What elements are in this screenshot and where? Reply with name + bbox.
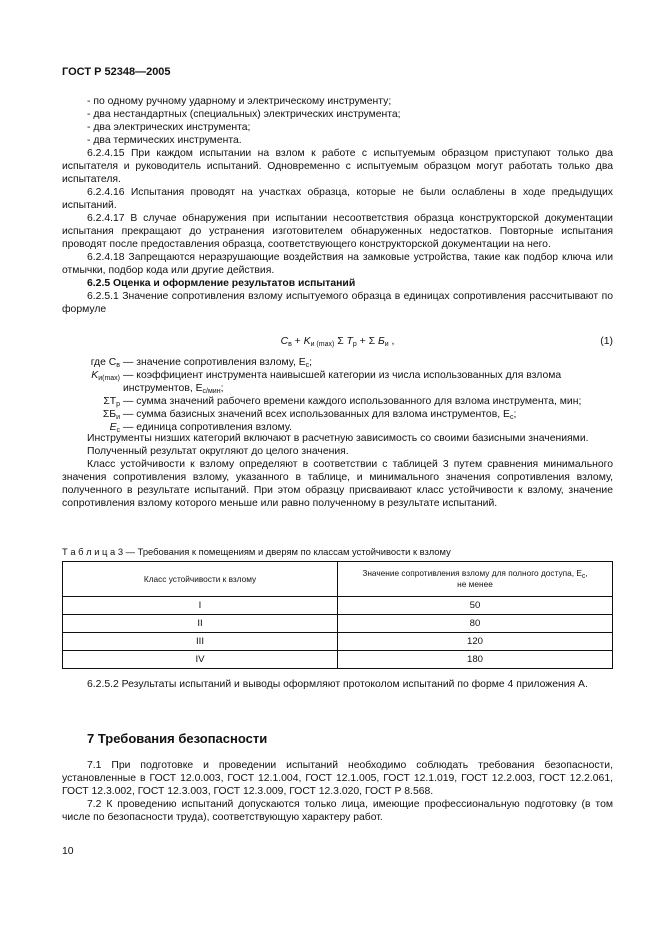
table-row xyxy=(63,597,613,615)
where-list xyxy=(58,356,613,434)
formula-op: + xyxy=(291,336,304,347)
formula-symbol: C xyxy=(280,336,289,347)
table-row xyxy=(63,651,613,669)
paragraph-6-2-4-18: 6.2.4.18 Запрещаются неразрушающие воздействия на замковые устройства, такие как подбор ключа или отмычки, подбор кода или другие действия. xyxy=(62,252,613,276)
formula-sub: р xyxy=(352,341,357,348)
formula-op: Σ xyxy=(334,336,347,347)
where-desc: — коэффициент инструмента наивысшей категории из числа использованных для взлома инструментов, $E_{c/мин}$; xyxy=(123,370,562,395)
table-caption xyxy=(62,545,613,558)
where-desc: — сумма значений рабочего времени каждого использованного для взлома инструмента, мин; xyxy=(123,396,582,407)
where-term: $E_c$ xyxy=(109,422,120,434)
body-text-top xyxy=(62,95,613,316)
where-term: $\Sigma Б_и$ xyxy=(102,409,120,421)
section-heading-7: 7 Требования безопасности xyxy=(87,731,268,746)
formula-symbol: Б xyxy=(377,336,385,347)
body-text-safety xyxy=(62,759,613,824)
paragraph-6-2-4-17: 6.2.4.17 В случае обнаружения при испытании несоответствия образца конструкторской документации испытания прекращают до устранения изготовителем обнаруженных недостатков. Повторные испытания проводят после предоставления образца, соответствующего конструкторской документации на него. xyxy=(62,213,613,250)
table-row xyxy=(63,615,613,633)
paragraph-6-2-4-16: 6.2.4.16 Испытания проводят на участках образца, которые не были ослаблены в ходе предыдущих испытаний. xyxy=(62,187,613,211)
table-header-value: Значение сопротивления взлому для полного доступа, $E_c$, не менее xyxy=(338,562,613,597)
page-number: 10 xyxy=(62,846,74,857)
table-cell-class: III xyxy=(63,633,338,651)
formula-sub: и xyxy=(384,341,389,348)
table-cell-class: II xyxy=(63,615,338,633)
where-term: где $C_в$ xyxy=(90,357,120,369)
where-term: $K_{и(max)}$ xyxy=(91,370,120,382)
paragraph-instruments: Инструменты низших категорий включают в расчетную зависимость со своими базисными значениями. xyxy=(87,433,589,444)
formula-symbol: T xyxy=(346,336,353,347)
table-cell-value: 180 xyxy=(338,651,613,669)
body-text-mid xyxy=(62,432,613,510)
paragraph-7-1: 7.1 При подготовке и проведении испытаний необходимо соблюдать требования безопасности, установленные в ГОСТ 12.0.003, ГОСТ 12.1.004, ГОСТ 12.1.005, ГОСТ 12.1.019, ГОСТ 12.2.003, ГОСТ 12.2.061, ГОСТ 12.3.002, ГОСТ 12.3.003, ГОСТ 12.3.009, ГОСТ 12.3.020, ГОСТ Р 8.568. xyxy=(62,760,613,797)
where-desc: — сумма базисных значений всех использованных для взлома инструментов, $E_c$; xyxy=(123,409,517,421)
table-header-class: Класс устойчивости к взлому xyxy=(63,562,338,597)
table-header-row xyxy=(63,562,613,597)
document-header: ГОСТ Р 52348—2005 xyxy=(62,66,171,78)
formula-op: , xyxy=(388,336,395,347)
table-cell-value: 80 xyxy=(338,615,613,633)
where-desc: — значение сопротивления взлому, $E_c$; xyxy=(123,357,313,369)
table-cell-class: IV xyxy=(63,651,338,669)
paragraph-6-2-5-2: 6.2.5.2 Результаты испытаний и выводы оформляют протоколом испытаний по форме 4 приложения А. xyxy=(87,679,588,690)
paragraph-rounding: Полученный результат округляют до целого значения. xyxy=(87,446,349,457)
table-caption-label: Т а б л и ц а 3 xyxy=(62,546,124,557)
list-item: - два нестандартных (специальных) электрических инструмента; xyxy=(87,109,401,120)
list-item: - по одному ручному ударному и электрическому инструменту; xyxy=(87,96,392,107)
paragraph-7-2: 7.2 К проведению испытаний допускаются только лица, имеющие профессиональную подготовку (в том числе по безопасности труда), соответствующую характеру работ. xyxy=(62,799,613,823)
formula-sub: в xyxy=(288,341,292,348)
formula-symbol: K xyxy=(303,336,311,347)
table-cell-class: I xyxy=(63,597,338,615)
list-item: - два термических инструмента. xyxy=(87,135,242,146)
list-item: - два электрических инструмента; xyxy=(87,122,251,133)
where-desc: — единица сопротивления взлому. xyxy=(123,422,292,433)
paragraph-6-2-5-1: 6.2.5.1 Значение сопротивления взлому испытуемого образца в единицах сопротивления рассчитывают по формуле xyxy=(62,291,613,315)
table-3 xyxy=(62,561,613,669)
paragraph-6-2-4-15: 6.2.4.15 При каждом испытании на взлом к работе с испытуемым образцом приступают только два испытателя и руководитель испытаний. Одновременно с испытуемым образцом могут работать только два испытателя. xyxy=(62,148,613,185)
formula-op: + Σ xyxy=(356,336,378,347)
body-text-results xyxy=(62,678,613,691)
subsection-heading-6-2-5: 6.2.5 Оценка и оформление результатов испытаний xyxy=(87,278,356,289)
table-cell-value: 50 xyxy=(338,597,613,615)
formula-1 xyxy=(62,335,613,348)
formula-sub: и (max) xyxy=(310,341,335,348)
table-row xyxy=(63,633,613,651)
formula-number: (1) xyxy=(600,336,613,347)
where-term: $\Sigma T_р$ xyxy=(103,396,120,408)
table-caption-text: — Требования к помещениям и дверям по классам устойчивости к взлому xyxy=(123,546,451,557)
paragraph-class: Класс устойчивости к взлому определяют в соответствии с таблицей 3 путем сравнения минимального значения сопротивления взлому, указанного в таблице, и минимального значения сопротивления взлому, полученного в результате испытаний. При этом образцу присваивают класс устойчивости к взлому, значение сопротивления взлому которого меньше или равно полученному в результате испытаний. xyxy=(62,459,613,509)
table-cell-value: 120 xyxy=(338,633,613,651)
